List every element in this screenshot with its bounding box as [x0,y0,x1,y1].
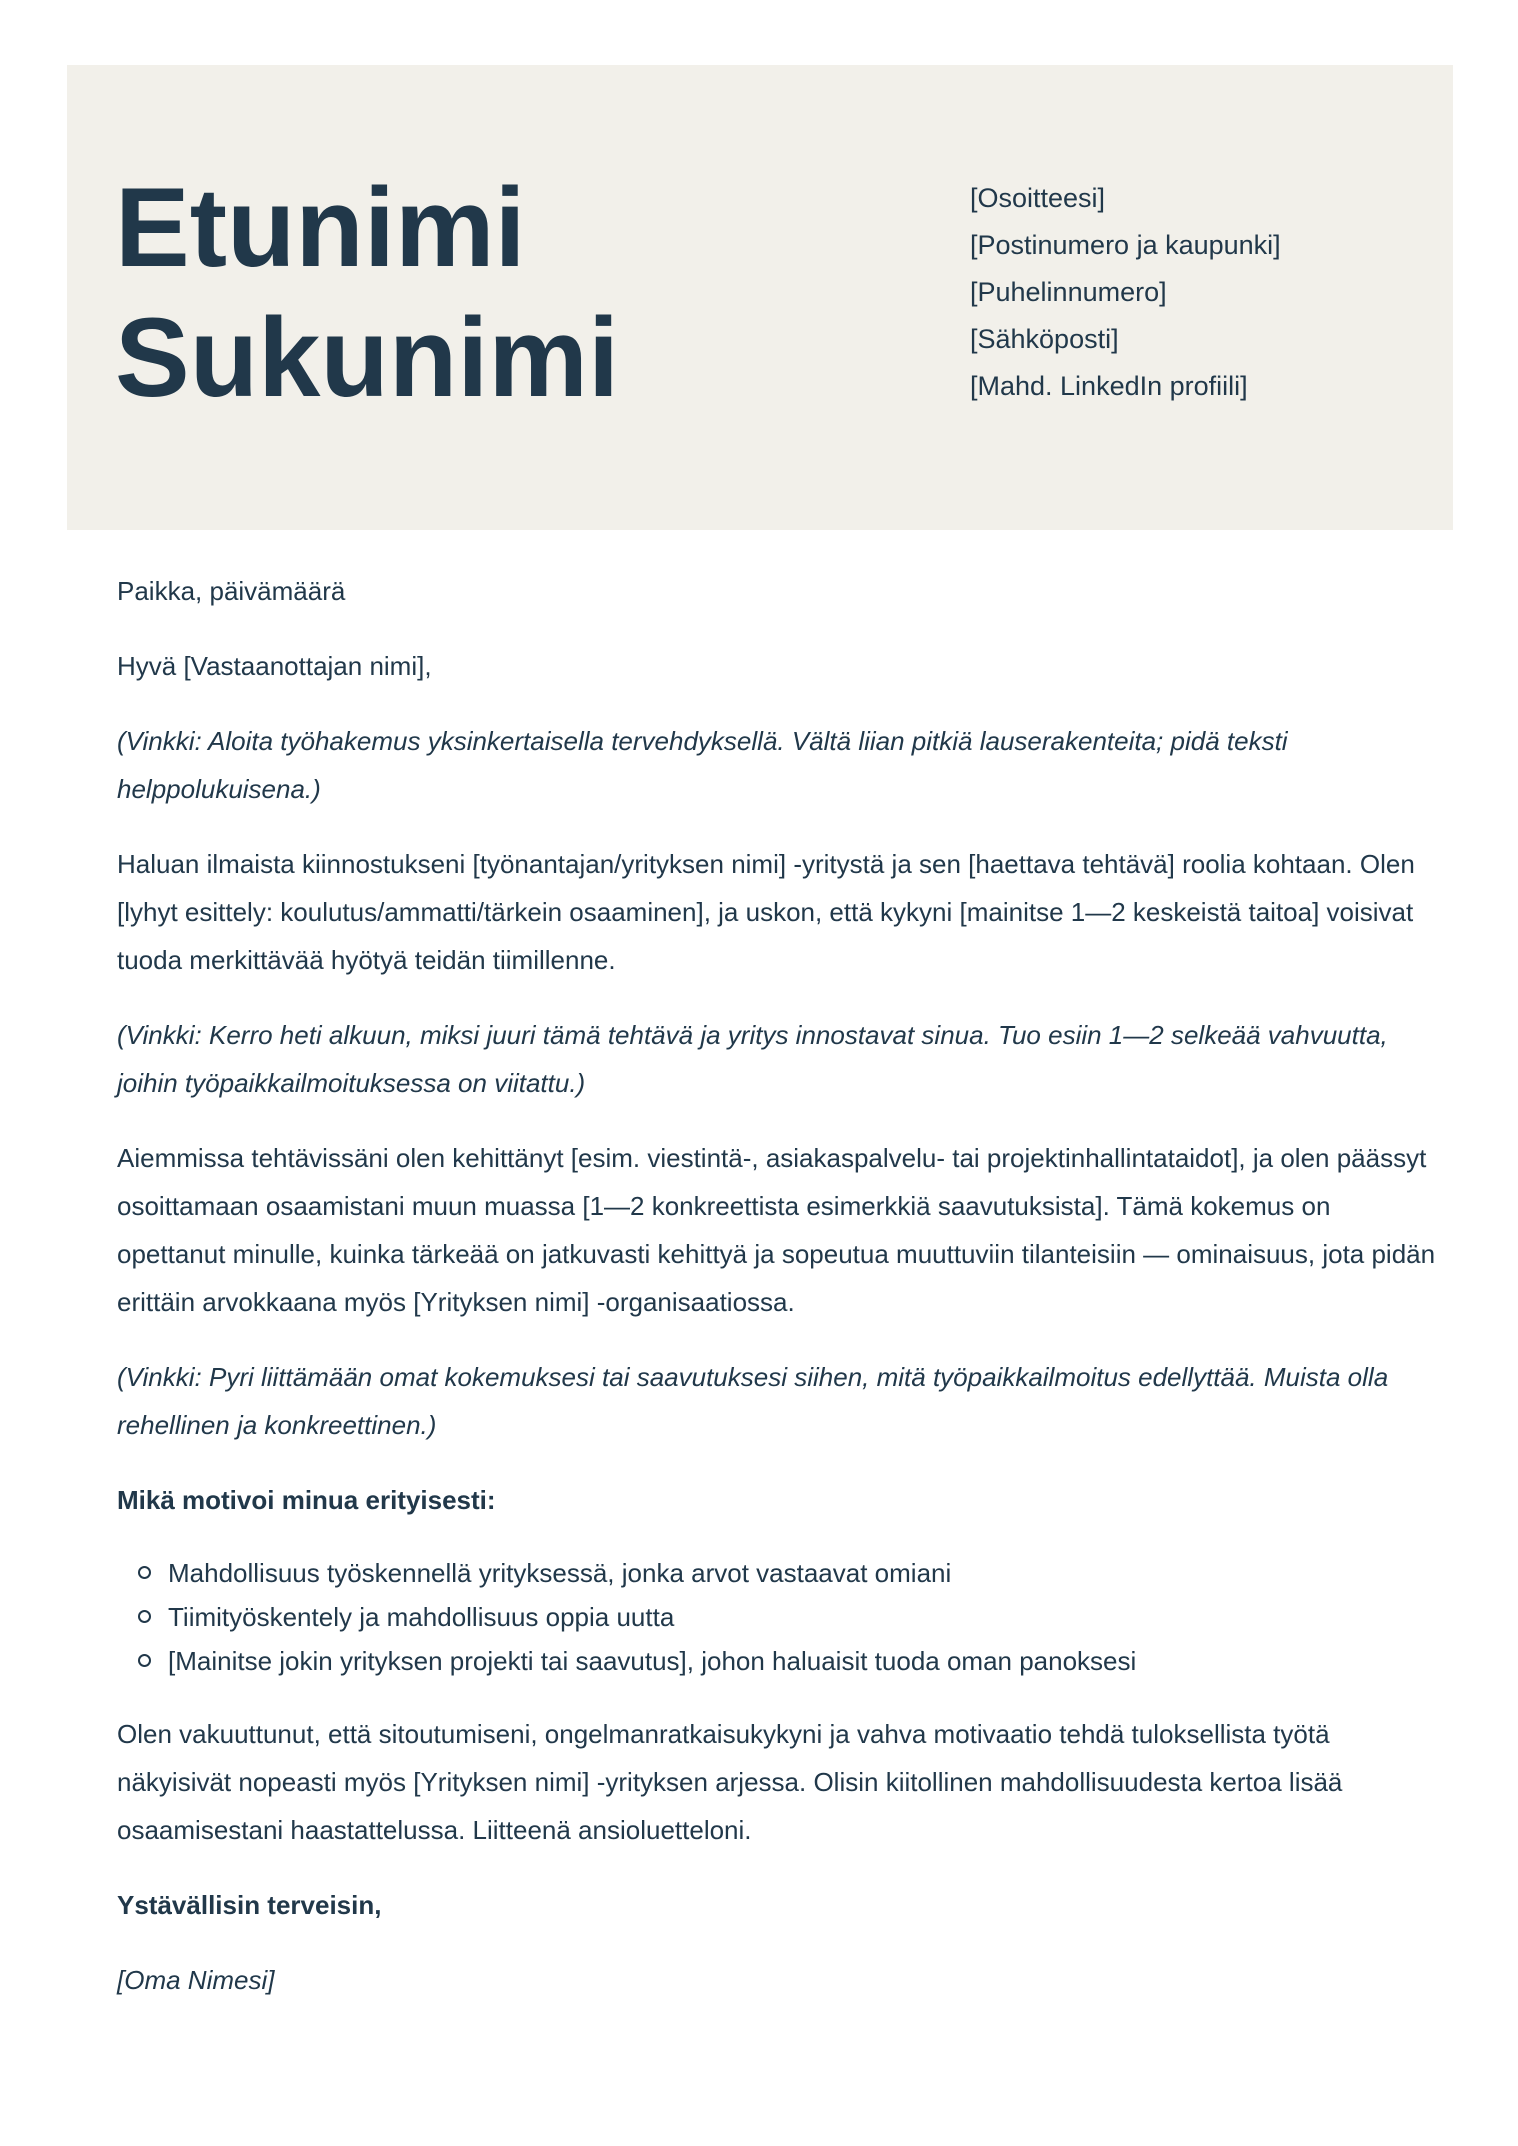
list-item [117,1595,1438,1639]
contact-email: [Sähköposti] [970,324,1119,354]
contact-linkedin: [Mahd. LinkedIn profiili] [970,371,1248,401]
closing-paragraph: Olen vakuuttunut, että sitoutumiseni, ongelmanratkaisukykyni ja vahva motivaatio tehdä tuloksellista työtä näkyisivät nopeasti myös [Yrityksen nimi] -yrityksen arjessa. Olisin kiitollinen mahdollisuudesta kertoa lisää osaamisestani haastattelussa. Liitteenä ansioluetteloni. [117,1719,1343,1845]
motivation-heading: Mikä motivoi minua erityisesti: [117,1485,496,1515]
signoff: Ystävällisin terveisin, [117,1890,382,1920]
list-item-text: Tiimityöskentely ja mahdollisuus oppia uutta [168,1602,675,1632]
circle-bullet-icon [138,1566,151,1579]
date-place-line: Paikka, päivämäärä [117,576,346,606]
tip-paragraph-1: (Vinkki: Aloita työhakemus yksinkertaisella tervehdyksellä. Vältä liian pitkiä lauserakenteita; pidä teksti helppolukuisena.) [117,726,1288,804]
applicant-first-name: Etunimi [115,165,526,290]
letter-body [0,530,1518,2004]
applicant-name [115,163,619,423]
body-paragraph-1: Haluan ilmaista kiinnostukseni [työnantajan/yrityksen nimi] -yritystä ja sen [haettava tehtävä] roolia kohtaan. Olen [lyhyt esittely: koulutus/ammatti/tärkein osaaminen], ja uskon, että kykyni [mainitse 1—2 keskeistä taitoa] voisivat tuoda merkittävää hyötyä teidän tiimillenne. [117,849,1415,975]
body-paragraph-2: Aiemmissa tehtävissäni olen kehittänyt [esim. viestintä-, asiakaspalvelu- tai projektinhallintataidot], ja olen päässyt osoittamaan osaamistani muun muassa [1—2 konkreettista esimerkkiä saavutuksista]. Tämä kokemus on opettanut minulle, kuinka tärkeää on jatkuvasti kehittyä ja sopeutua muuttuviin tilanteisiin — ominaisuus, jota pidän erittäin arvokkaana myös [Yrityksen nimi] -organisaatiossa. [117,1143,1436,1317]
contact-info [970,175,1281,410]
tip-paragraph-2: (Vinkki: Kerro heti alkuun, miksi juuri tämä tehtävä ja yritys innostavat sinua. Tuo esiin 1—2 selkeää vahvuutta, joihin työpaikkailmoituksessa on viitattu.) [117,1020,1388,1098]
circle-bullet-icon [138,1610,151,1623]
contact-postal-city: [Postinumero ja kaupunki] [970,230,1281,260]
applicant-last-name: Sukunimi [115,295,620,420]
signature-placeholder: [Oma Nimesi] [117,1965,275,1995]
list-item [117,1639,1438,1683]
contact-address: [Osoitteesi] [970,183,1106,213]
list-item [117,1551,1438,1595]
salutation: Hyvä [Vastaanottajan nimi], [117,651,432,681]
motivation-list [117,1551,1438,1683]
circle-bullet-icon [138,1654,151,1667]
tip-paragraph-3: (Vinkki: Pyri liittämään omat kokemuksesi tai saavutuksesi siihen, mitä työpaikkailmoitus edellyttää. Muista olla rehellinen ja konkreettinen.) [117,1362,1389,1440]
contact-phone: [Puhelinnumero] [970,277,1167,307]
list-item-text: Mahdollisuus työskennellä yrityksessä, jonka arvot vastaavat omiani [168,1558,952,1588]
letter-header [67,65,1453,530]
list-item-text: [Mainitse jokin yrityksen projekti tai saavutus], johon haluaisit tuoda oman panoksesi [168,1646,1137,1676]
